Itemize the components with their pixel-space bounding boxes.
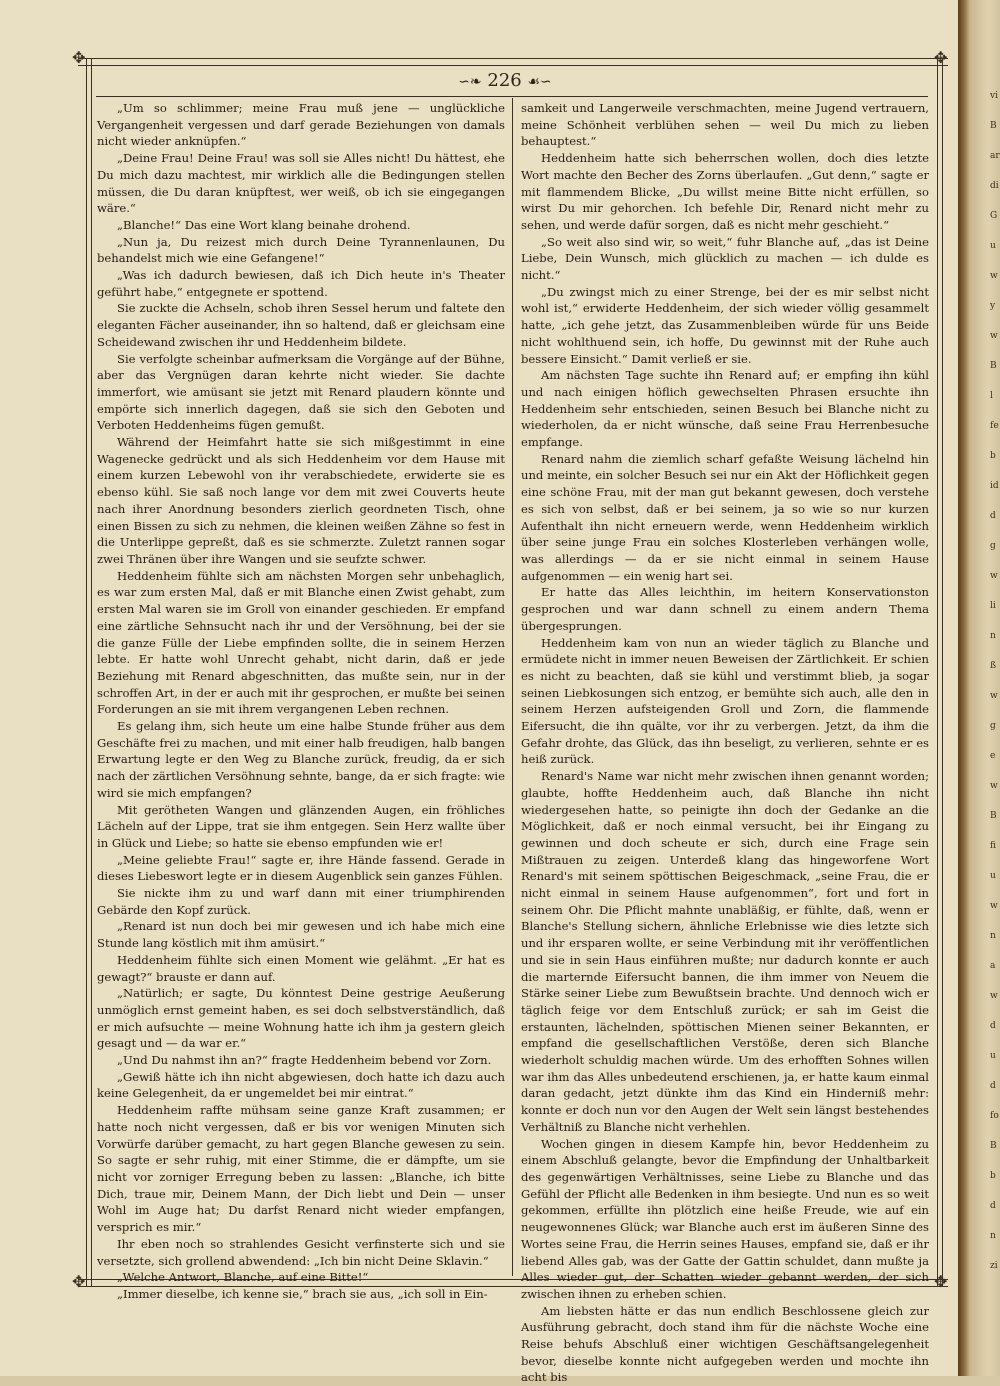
spine-letter: w bbox=[990, 571, 998, 581]
left-column bbox=[97, 100, 505, 1301]
page-header bbox=[440, 70, 570, 94]
column-separator bbox=[512, 98, 513, 1276]
paragraph: Heddenheim hatte sich beherrschen wollen, doch dies letzte Wort machte den Becher des Zorns überlaufen. „Gut denn,“ sagte er mit flammendem Blicke, „Du willst meine Bitte nicht erfüllen, so wirst Du mir gehorchen. Ich befehle Dir, Renard nicht mehr zu sehen, und werde dafür sorgen, daß es nicht mehr geschieht.“ bbox=[521, 151, 929, 232]
paragraph: Heddenheim fühlte sich einen Moment wie gelähmt. „Er hat es gewagt?“ brauste er dann auf. bbox=[97, 952, 505, 984]
header-rule bbox=[96, 96, 928, 97]
paragraph: „Natürlich; er sagte, Du könntest Deine gestrige Aeußerung unmöglich ernst gemeint haben, es sei doch selbstverständlich, daß er mich aufsuchte — meine Wohnung hatte ich ihm ja gestern gleich gesagt und — da war er.“ bbox=[97, 986, 505, 1051]
paragraph: Er hatte das Alles leichthin, im heitern Konservationston gesprochen und war dann schnell zu einem andern Thema übergesprungen. bbox=[521, 585, 929, 633]
corner-ornament-icon: ✥ bbox=[72, 1272, 86, 1291]
spine-letter: d bbox=[990, 1081, 996, 1091]
swash-right-icon: ☙∽ bbox=[527, 74, 552, 90]
spine-letter: vi bbox=[990, 91, 998, 101]
spine-letter: g bbox=[990, 721, 996, 731]
spine-letter: n bbox=[990, 631, 996, 641]
paragraph: „Gewiß hätte ich ihn nicht abgewiesen, doch hatte ich dazu auch keine Gelegenheit, da er ungemeldet bei mir eintrat.“ bbox=[97, 1069, 505, 1101]
right-column bbox=[521, 100, 929, 1385]
paragraph: Sie zuckte die Achseln, schob ihren Sessel herum und faltete den eleganten Fächer auseinander, ihn so haltend, daß er gleichsam eine Scheidewand zwischen ihr und Heddenheim bildete. bbox=[97, 301, 505, 349]
corner-ornament-icon: ✥ bbox=[934, 1272, 948, 1291]
paragraph: „Du zwingst mich zu einer Strenge, bei der es mir selbst nicht wohl ist,“ erwiderte Heddenheim, der sich wieder völlig gesammelt hatte, „ich gehe jetzt, das Zusammenbleiben würde für uns Beide nicht wohlthuend sein, ich hoffe, Du gewinnst mit der Ruhe auch bessere Einsicht.“ Damit verließ er sie. bbox=[521, 284, 929, 366]
spine-letter: w bbox=[990, 331, 998, 341]
paragraph: „So weit also sind wir, so weit,“ fuhr Blanche auf, „das ist Deine Liebe, Dein Wunsch, mich glücklich zu machen — ich dulde es nicht.“ bbox=[521, 234, 929, 283]
spine-letter: w bbox=[990, 901, 998, 911]
page-number: 226 bbox=[487, 70, 522, 91]
spine-letter: n bbox=[990, 931, 996, 941]
paragraph: Renard's Name war nicht mehr zwischen ihnen genannt worden; glaubte, hoffte Heddenheim auch, daß Blanche ihn nicht wiedergesehen hatte, so peinigte ihn doch der Gedanke an die Möglichkeit, daß er noch einmal versucht, bei ihr Eingang zu gewinnen und doch scheute er sich, durch eine Frage sein Mißtrauen zu zeigen. Unterdeß klang das hingeworfene Wort Renard's mit seinem spöttischen Beigeschmack, „seine Frau, die er nicht einmal in seinem Hause aufgenommen“, fort und fort in seinem Ohr. Die Pflicht mahnte unabläßig, er fühlte, daß, wenn er Blanche's Stellung sichern, ähnliche Erlebnisse wie dies letzte sich und ihr ersparen wollte, er seine Verbindung mit ihr veröffentlichen und sie in sein Haus einführen mußte; nur dadurch konnte er auch die marternde Eifersucht bannen, die ihm immer von Neuem die Stärke seiner Liebe zum Bewußtsein brachte. Und dennoch wich er täglich feige vor dem Entschluß zurück; er sah im Geist die erstaunten, lächelnden, spöttischen Mienen seiner Bekannten, er empfand die gesellschaftlichen Verstöße, deren sich Blanche wiederholt schuldig machen würde. Um des erhofften Sohnes willen war ihm das Alles unbedeutend erschienen, ja, er hatte kaum einmal daran gedacht, jetzt dünkte ihm das Kind ein Hinderniß mehr: konnte er doch nun vor den Augen der Welt sein längst bestehendes Verhältniß zu Blanche nicht verhehlen. bbox=[521, 769, 929, 1134]
paragraph: „Nun ja, Du reizest mich durch Deine Tyrannenlaunen, Du behandelst mich wie eine Gefangene!“ bbox=[97, 234, 505, 266]
spine-letter: d bbox=[990, 511, 996, 521]
paragraph: Am liebsten hätte er das nun endlich Beschlossene gleich zur Ausführung gebracht, doch stand ihm für die nächste Woche eine Reise behufs Abschluß einer wichtigen Geschäftsangelegenheit bevor, dieselbe konnte nicht aufgegeben werden und mochte ihn acht bis bbox=[521, 1303, 929, 1385]
paragraph: „Um so schlimmer; meine Frau muß jene — unglückliche Vergangenheit vergessen und darf gerade Beziehungen von damals nicht wieder anknüpfen.“ bbox=[97, 101, 505, 149]
spine-letter: w bbox=[990, 691, 998, 701]
spine-letter: a bbox=[990, 961, 996, 971]
paragraph: Wochen gingen in diesem Kampfe hin, bevor Heddenheim zu einem Abschluß gelangte, bevor die Empfindung der Unhaltbarkeit des gegenwärtigen Verhältnisses, seine Liebe zu Blanche und das Gefühl der Pflicht alle Bedenken in ihm besiegte. Und nun es so weit gekommen, erfüllte ihn plötzlich eine heiße Freude, wie auf ein neugewonnenes Glück; war Blanche auch erst im äußeren Sinne des Wortes seine Frau, die Herrin seines Hauses, empfand sie, daß er ihr liebend Alles gab, was der Gatte der Gattin schuldet, dann mußte ja Alles wieder gut, der Schatten wieder gebannt werden, der sich zwischen ihnen zu erheben schien. bbox=[521, 1136, 929, 1301]
corner-ornament-icon: ✥ bbox=[934, 48, 948, 67]
spine-letter: fo bbox=[990, 1111, 999, 1121]
corner-ornament-icon: ✥ bbox=[72, 48, 86, 67]
spine-letter: u bbox=[990, 1051, 996, 1061]
paragraph: Mit gerötheten Wangen und glänzenden Augen, ein fröhliches Lächeln auf der Lippe, trat sie ihm entgegen. Sein Herz wallte über in Glück und Liebe; so hatte sie ebenso empfunden wie er! bbox=[97, 802, 505, 850]
spine-letter: id bbox=[990, 481, 999, 491]
spine-letter: di bbox=[990, 181, 999, 191]
paragraph: Renard nahm die ziemlich scharf gefaßte Weisung lächelnd hin und meinte, ein solcher Besuch sei nur ein Akt der Höflichkeit gegen eine schöne Frau, mit der man gut bekannt gewesen, doch verstehe es sich von selbst, daß er bei seinem, ja so wie so nur kurzen Aufenthalt ihn nicht erneuern werde, wenn Heddenheim wirklich über seine junge Frau ein solches Klosterleben verhängen wolle, was allerdings — da er sie nicht einmal in seinem Hause aufgenommen — ein wenig hart sei. bbox=[521, 451, 929, 583]
spine-letter: b bbox=[990, 451, 996, 461]
spine-letter: d bbox=[990, 1201, 996, 1211]
paragraph: „Blanche!“ Das eine Wort klang beinahe drohend. bbox=[117, 217, 411, 232]
spine-letter: fi bbox=[990, 841, 997, 851]
frame-left-rule bbox=[86, 58, 92, 1286]
paragraph: „Renard ist nun doch bei mir gewesen und ich habe mich eine Stunde lang köstlich mit ihm amüsirt.“ bbox=[97, 919, 505, 951]
paragraph: Heddenheim fühlte sich am nächsten Morgen sehr unbehaglich, es war zum ersten Mal, daß er mit Blanche einen Zwist gehabt, zum ersten Mal waren sie im Groll von einander geschieden. Er empfand eine zärtliche Sehnsucht nach ihr und der Versöhnung, bei der sie die ganze Fülle der Liebe empfinden sollte, die in seinem Herzen lebte. Er hatte wohl Unrecht gehabt, nicht darin, daß er jede Beziehung mit Renard abgeschnitten, das mußte sein, nur in der schroffen Art, in der er auch mit ihr gesprochen, er mußte bei seinen Forderungen an sie mit ihrem vergangenen Leben rechnen. bbox=[97, 568, 505, 717]
frame-top-rule bbox=[78, 58, 948, 66]
spine-letter: b bbox=[990, 1171, 996, 1181]
paragraph: Am nächsten Tage suchte ihn Renard auf; er empfing ihn kühl und nach einigen höflich gewechselten Phrasen ersuchte ihn Heddenheim sehr entschieden, seinen Besuch bei Blanche nicht zu wiederholen, da er nicht wünsche, daß seine Frau Herrenbesuche empfange. bbox=[521, 368, 929, 450]
spine-letter: ar bbox=[990, 151, 1000, 161]
spine-letter: n bbox=[990, 1231, 996, 1241]
spine-letter: g bbox=[990, 541, 996, 551]
spine-letter: w bbox=[990, 991, 998, 1001]
paragraph: samkeit und Langerweile verschmachten, meine Jugend vertrauern, meine Schönheit verblühen sehen — weil Du mich zu lieben behauptest.“ bbox=[521, 101, 929, 149]
spine-letter: w bbox=[990, 781, 998, 791]
spine-letter: B bbox=[990, 121, 997, 131]
paragraph: „Was ich dadurch bewiesen, daß ich Dich heute in's Theater geführt habe,“ entgegnete er spottend. bbox=[97, 268, 505, 299]
paragraph: „Deine Frau! Deine Frau! was soll sie Alles nicht! Du hättest, ehe Du mich dazu machtest, mir wirklich alle die Bedingungen stellen müssen, die Du daran knüpftest, wer weiß, ob ich sie eingegangen wäre.“ bbox=[97, 151, 505, 216]
spine-letter: G bbox=[990, 211, 998, 221]
paragraph: „Und Du nahmst ihn an?“ fragte Heddenheim bebend vor Zorn. bbox=[117, 1053, 492, 1068]
paragraph: Heddenheim raffte mühsam seine ganze Kraft zusammen; er hatte noch nicht vergessen, daß er bis vor wenigen Minuten sich Vorwürfe darüber gemacht, zu hart gegen Blanche gewesen zu sein. So sagte er sehr ruhig, mit einer Stimme, die er dämpfte, um sie nicht vor zorniger Erregung beben zu lassen: „Blanche, ich bitte Dich, traue mir, Deinem Mann, der Dich liebt und Dein — unser Wohl im Auge hat; Du darfst Renard nicht wieder empfangen, versprich es mir.“ bbox=[97, 1103, 505, 1235]
paragraph: Es gelang ihm, sich heute um eine halbe Stunde früher aus dem Geschäfte frei zu machen, und mit einer halb freudigen, halb bangen Erwartung legte er den Weg zu Blanche zurück, freudig, da er sich nach der zärtlichen Versöhnung sehnte, bange, da er sich fragte: wie wird sie mich empfangen? bbox=[97, 719, 505, 800]
spine-letter: e bbox=[990, 751, 996, 761]
spine-letter: li bbox=[990, 601, 996, 611]
paragraph: Sie nickte ihm zu und warf dann mit einer triumphirenden Gebärde den Kopf zurück. bbox=[97, 886, 505, 917]
frame-right-rule bbox=[937, 58, 943, 1286]
spine-letter: B bbox=[990, 361, 997, 371]
paragraph: Heddenheim kam von nun an wieder täglich zu Blanche und ermüdete nicht in immer neuen Beweisen der Zärtlichkeit. Er schien es nicht zu beachten, daß sie kühl und verstimmt blieb, ja sogar seinen Liebkosungen sich entzog, er bemühte sich auch, alle den in seinem Herzen aufsteigenden Groll und Zorn, die flammende Eifersucht, die ihn quälte, vor ihr zu verbergen. Jetzt, da ihm die Gefahr drohte, das Glück, das ihn beseligt, zu verlieren, sehnte er es heiß zurück. bbox=[521, 635, 929, 767]
spine-letter: ß bbox=[990, 661, 997, 671]
spine-letter: u bbox=[990, 871, 996, 881]
spine-letter: u bbox=[990, 241, 996, 251]
spine-letter: y bbox=[990, 301, 996, 311]
spine-letter: l bbox=[990, 391, 993, 401]
swash-left-icon: ∽❧ bbox=[458, 74, 482, 90]
spine-letter: fe bbox=[990, 421, 999, 431]
paragraph: „Immer dieselbe, ich kenne sie,“ brach sie aus, „ich soll in Ein- bbox=[117, 1286, 488, 1301]
paragraph: Ihr eben noch so strahlendes Gesicht verfinsterte sich und sie versetzte, sich grollend abwendend: „Ich bin nicht Deine Sklavin.“ bbox=[97, 1236, 505, 1268]
paragraph: Während der Heimfahrt hatte sie sich mißgestimmt in eine Wagenecke gedrückt und als sich Heddenheim vor dem Hause mit einem kurzen Lebewohl von ihr verabschiedete, erwiderte sie es ebenso kühl. Sie saß noch lange vor dem mit zwei Couverts heute nach ihrer Anordnung besonders zierlich geordneten Tisch, ohne einen Bissen zu sich zu nehmen, die kleinen weißen Zähne so fest in die Unterlippe gepreßt, daß es sie schmerzte. Zuletzt rannen sogar zwei Thränen über ihre Wangen und sie seufzte schwer. bbox=[97, 435, 505, 566]
spine-letter: w bbox=[990, 271, 998, 281]
spine-letter: B bbox=[990, 1141, 997, 1151]
spine-letter: B bbox=[990, 811, 997, 821]
paragraph: „Welche Antwort, Blanche, auf eine Bitte!“ bbox=[117, 1270, 369, 1285]
spine-letter: zi bbox=[990, 1261, 998, 1271]
paragraph: „Meine geliebte Frau!“ sagte er, ihre Hände fassend. Gerade in dieses Liebeswort legte er in diesem Augenblick sein ganzes Fühlen. bbox=[97, 852, 505, 884]
paragraph: Sie verfolgte scheinbar aufmerksam die Vorgänge auf der Bühne, aber das Vergnügen daran kehrte nicht wieder. Sie dachte immerfort, wie amüsant sie jetzt mit Renard plaudern könnte und empörte sich innerlich dagegen, daß sie sich den Geboten und Verboten Heddenheims fügen gemußt. bbox=[97, 351, 505, 433]
spine-letter: d bbox=[990, 1021, 996, 1031]
